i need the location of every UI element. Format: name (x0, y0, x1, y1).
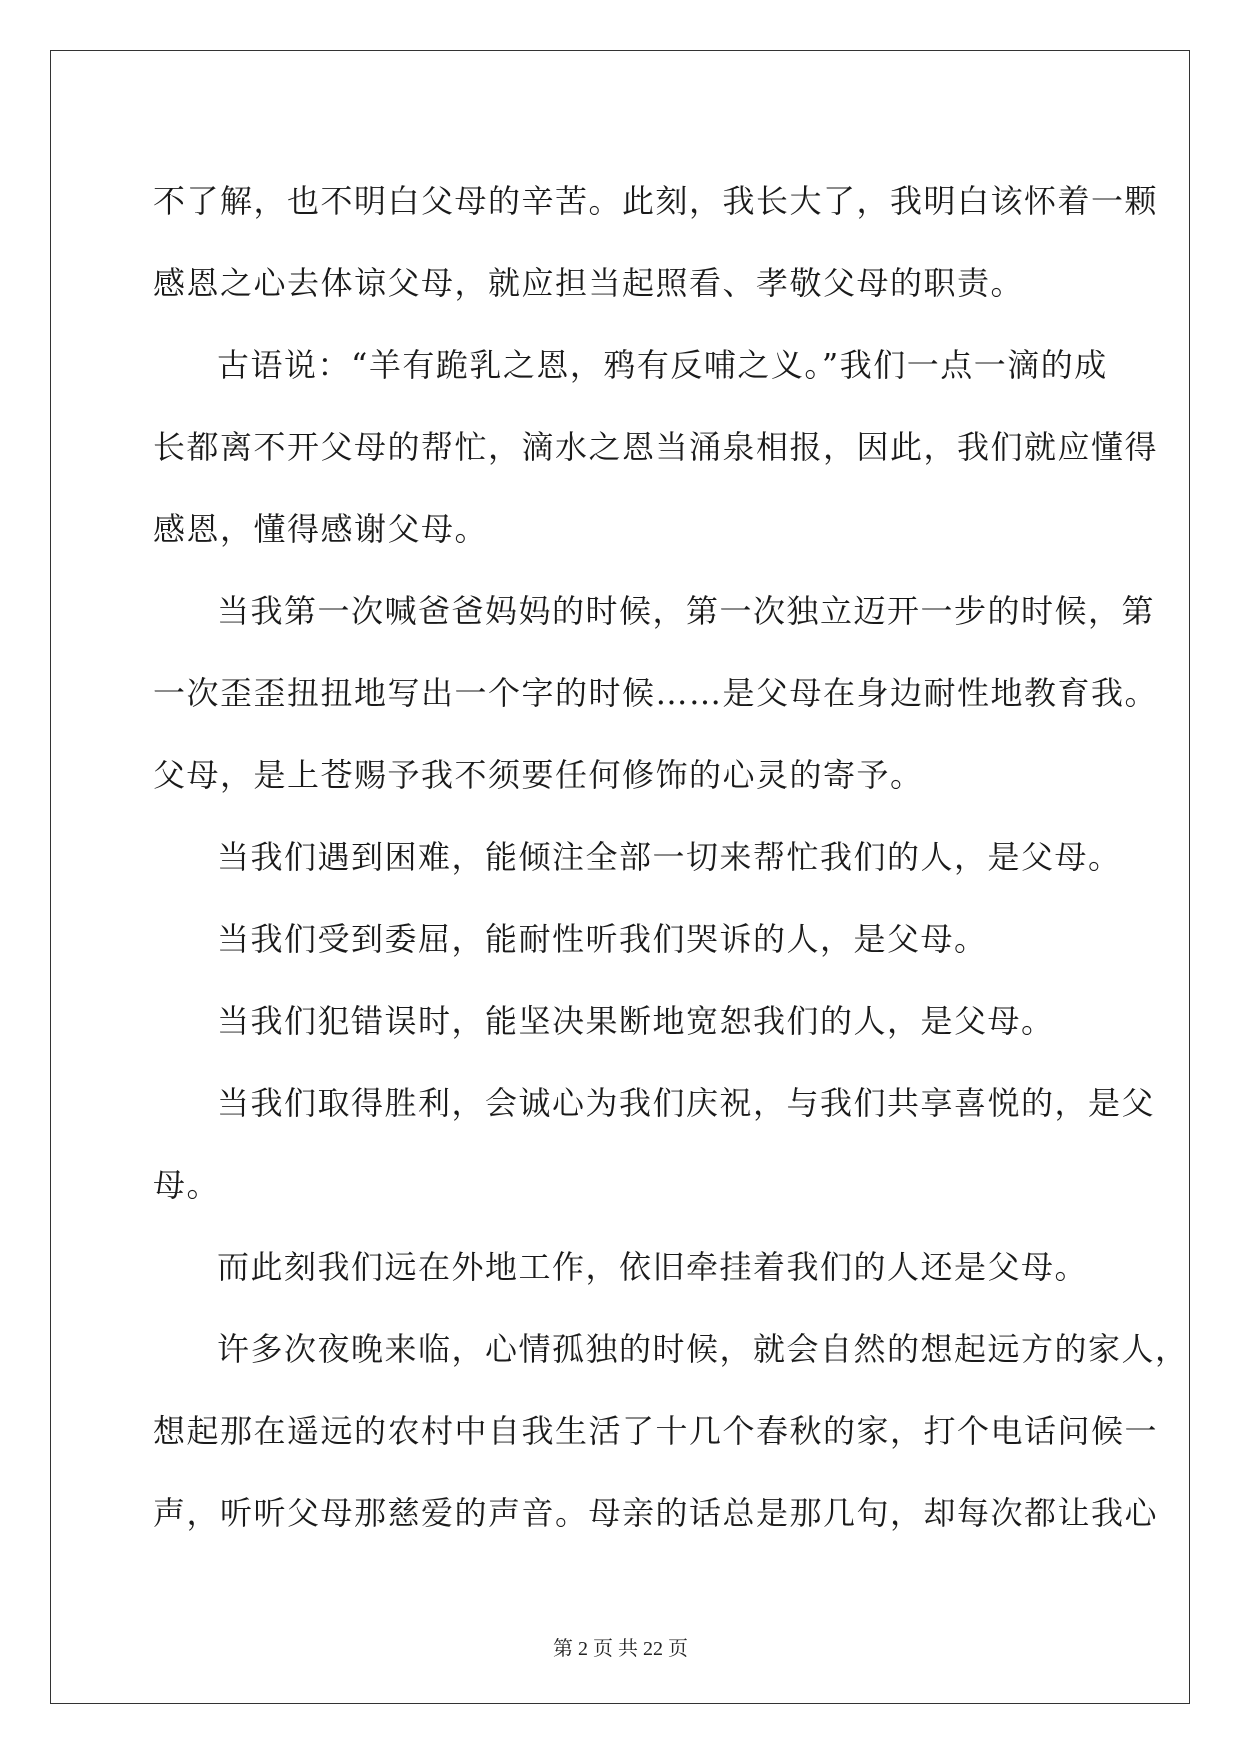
text-line: 不了解，也不明白父母的辛苦。此刻，我长大了，我明白该怀着一颗 (153, 182, 1159, 220)
text-line: 当我第一次喊爸爸妈妈的时候，第一次独立迈开一步的时候，第 (217, 592, 1156, 630)
page-footer: 第 2 页 共 22 页 (553, 1638, 688, 1660)
text-line: 一次歪歪扭扭地写出一个字的时候……是父母在身边耐性地教育我。 (153, 674, 1159, 712)
text-line: 许多次夜晚来临，心情孤独的时候，就会自然的想起远方的家人， (217, 1330, 1189, 1368)
text-line: 而此刻我们远在外地工作，依旧牵挂着我们的人还是父母。 (217, 1248, 1089, 1286)
text-line: 长都离不开父母的帮忙，滴水之恩当涌泉相报，因此，我们就应懂得 (153, 428, 1159, 466)
text-line: 感恩之心去体谅父母，就应担当起照看、孝敬父母的职责。 (153, 264, 1025, 302)
text-line: 父母，是上苍赐予我不须要任何修饰的心灵的寄予。 (153, 756, 924, 794)
text-line: 当我们犯错误时，能坚决果断地宽恕我们的人，是父母。 (217, 1002, 1055, 1040)
text-line: 当我们遇到困难，能倾注全部一切来帮忙我们的人，是父母。 (217, 838, 1122, 876)
text-line: 古语说：“羊有跪乳之恩，鸦有反哺之义。”我们一点一滴的成 (217, 346, 1108, 384)
text-line: 当我们受到委屈，能耐性听我们哭诉的人，是父母。 (217, 920, 988, 958)
text-line: 感恩，懂得感谢父母。 (153, 510, 489, 548)
text-line: 想起那在遥远的农村中自我生活了十几个春秋的家，打个电话问候一 (153, 1412, 1159, 1450)
text-line: 母。 (153, 1166, 221, 1204)
document-body (153, 160, 1189, 1554)
text-line: 声，听听父母那慈爱的声音。母亲的话总是那几句，却每次都让我心 (153, 1494, 1159, 1532)
text-line: 当我们取得胜利，会诚心为我们庆祝，与我们共享喜悦的，是父 (217, 1084, 1156, 1122)
